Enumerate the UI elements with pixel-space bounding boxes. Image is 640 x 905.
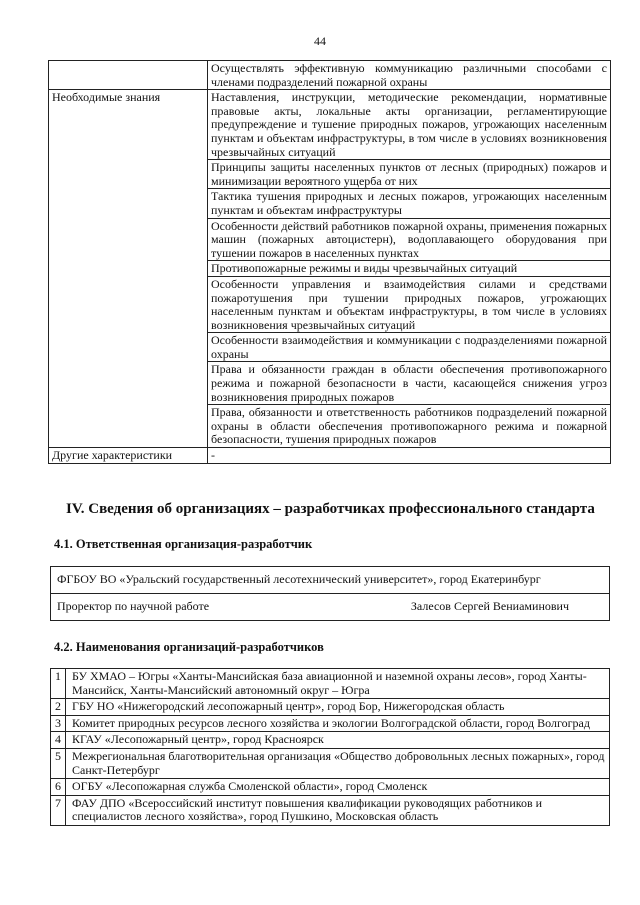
table-row (51, 732, 610, 749)
row-number: 2 (51, 699, 66, 716)
knowledge-item: Противопожарные режимы и виды чрезвычайных ситуаций (208, 261, 611, 277)
signatory-position: Проректор по научной работе (57, 599, 210, 614)
table-row (51, 699, 610, 716)
row-number: 3 (51, 715, 66, 732)
knowledge-item: Наставления, инструкции, методические рекомендации, нормативные правовые акты, локальные акты организации, регламентирующие предупреждение и тушение природных пожаров, угрожающих населенным пунктам и объектам инфраструктуры, в том числе в условиях возникновения чрезвычайных ситуаций (208, 90, 611, 160)
row-number: 6 (51, 779, 66, 796)
table-row (51, 795, 610, 825)
row-number: 1 (51, 669, 66, 699)
knowledge-item: Тактика тушения природных и лесных пожаров, угрожающих населенным пунктам и объектам инфраструктуры (208, 189, 611, 218)
page-number: 44 (314, 34, 326, 48)
row-label (49, 61, 208, 90)
subsection-title: 4.1. Ответственная организация-разработчик (54, 537, 313, 551)
row-number: 4 (51, 732, 66, 749)
org-name: Межрегиональная благотворительная организация «Общество добровольных лесных пожарных», город Санкт-Петербург (66, 748, 610, 778)
org-name: ГБУ НО «Нижегородский лесопожарный центр», город Бор, Нижегородская область (66, 699, 610, 716)
signatory-name: Залесов Сергей Вениаминович (410, 599, 569, 614)
table-row (51, 715, 610, 732)
other-characteristics: - (208, 448, 611, 464)
table-row (49, 448, 611, 464)
knowledge-item: Особенности действий работников пожарной охраны, применения пожарных машин (пожарных автоцистерн), водоплавающего оборудования при тушении пожаров в населенных пунктах (208, 218, 611, 261)
knowledge-item: Принципы защиты населенных пунктов от лесных (природных) пожаров и минимизации вероятного ущерба от них (208, 160, 611, 189)
table-row (49, 61, 611, 90)
table-row (51, 669, 610, 699)
skill-description: Осуществлять эффективную коммуникацию различными способами с членами подразделений пожарной охраны (208, 61, 611, 90)
table-row (51, 594, 610, 621)
knowledge-item: Особенности управления и взаимодействия силами и средствами пожаротушения при тушении природных пожаров, угрожающих населенным пунктам и объектам инфраструктуры, в том числе в условиях возникновения чрезвычайных ситуаций (208, 276, 611, 332)
org-name: КГАУ «Лесопожарный центр», город Красноярск (66, 732, 610, 749)
responsible-org-table (50, 566, 610, 621)
developer-orgs-table (50, 668, 610, 826)
org-name: Комитет природных ресурсов лесного хозяйства и экологии Волгоградской области, город Волгоград (66, 715, 610, 732)
subsection-title: 4.2. Наименования организаций-разработчиков (54, 640, 324, 654)
row-number: 5 (51, 748, 66, 778)
knowledge-item: Права и обязанности граждан в области обеспечения противопожарного режима и пожарной безопасности в части, касающейся снижения угроз возникновения природных пожаров (208, 362, 611, 405)
row-label: Другие характеристики (49, 448, 208, 464)
org-name: ФГБОУ ВО «Уральский государственный лесотехнический университет», город Екатеринбург (51, 567, 610, 594)
skills-table (48, 60, 611, 464)
section-title: IV. Сведения об организациях – разработчиках профессионального стандарта (66, 501, 595, 517)
org-name: БУ ХМАО – Югры «Ханты-Мансийская база авиационной и наземной охраны лесов», город Ханты-Мансийск, Ханты-Мансийский автономный округ – Югра (66, 669, 610, 699)
org-name: ОГБУ «Лесопожарная служба Смоленской области», город Смоленск (66, 779, 610, 796)
table-row (51, 567, 610, 594)
org-name: ФАУ ДПО «Всероссийский институт повышения квалификации руководящих работников и специалистов лесного хозяйства», город Пушкино, Московская область (66, 795, 610, 825)
row-number: 7 (51, 795, 66, 825)
knowledge-item: Особенности взаимодействия и коммуникации с подразделениями пожарной охраны (208, 333, 611, 362)
row-label: Необходимые знания (49, 90, 208, 448)
table-row (51, 779, 610, 796)
knowledge-item: Права, обязанности и ответственность работников подразделений пожарной охраны в области обеспечения противопожарного режима и пожарной безопасности, тушения природных пожаров (208, 405, 611, 448)
signatory-cell (51, 594, 610, 621)
table-row (51, 748, 610, 778)
table-row (49, 90, 611, 160)
